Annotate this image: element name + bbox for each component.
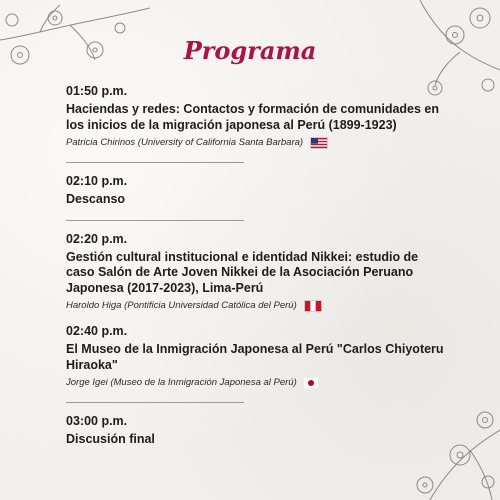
session-speaker: [66, 299, 446, 313]
session-time: 02:20 p.m.: [66, 231, 128, 246]
session-time: 03:00 p.m.: [66, 414, 128, 428]
japan-flag-icon: [304, 378, 318, 388]
session-title: Haciendas y redes: Contactos y formación de comunidades en los inicios de la migración japonesa al Perú (1899-1923): [66, 102, 440, 132]
session-speaker: [66, 376, 446, 390]
session-title: Gestión cultural institucional e identidad Nikkei: estudio de caso Salón de Arte Joven Nikkei de la Asociación Peruano Japonesa (2017-2023), Lima-Perú: [66, 249, 419, 295]
session-item: [66, 413, 446, 448]
session-item: [66, 323, 446, 403]
session-item: [66, 173, 446, 221]
session-time: 01:50 p.m.: [66, 84, 128, 98]
divider: [66, 220, 244, 221]
program-list: [66, 83, 446, 448]
divider: [66, 402, 244, 403]
speaker-name: Patricia Chirinos (University of California Santa Barbara): [66, 137, 304, 148]
session-time: 02:40 p.m.: [66, 324, 128, 338]
speaker-name: Jorge Igei (Museo de la Inmigración Japonesa al Perú): [66, 377, 297, 388]
session-title: Descanso: [66, 192, 126, 206]
session-item: [66, 231, 446, 324]
usa-flag-icon: [310, 137, 328, 149]
divider: [66, 162, 244, 163]
session-title: El Museo de la Inmigración Japonesa al Perú "Carlos Chiyoteru Hiraoka": [66, 342, 444, 372]
peru-flag-icon: [304, 300, 322, 312]
session-time: 02:10 p.m.: [66, 174, 128, 188]
session-speaker: [66, 136, 446, 150]
speaker-name: Haroldo Higa (Pontificia Universidad Católica del Perú): [66, 300, 297, 311]
session-title: Discusión final: [66, 432, 155, 446]
page-title: Programa: [183, 36, 317, 65]
session-item: [66, 83, 446, 163]
